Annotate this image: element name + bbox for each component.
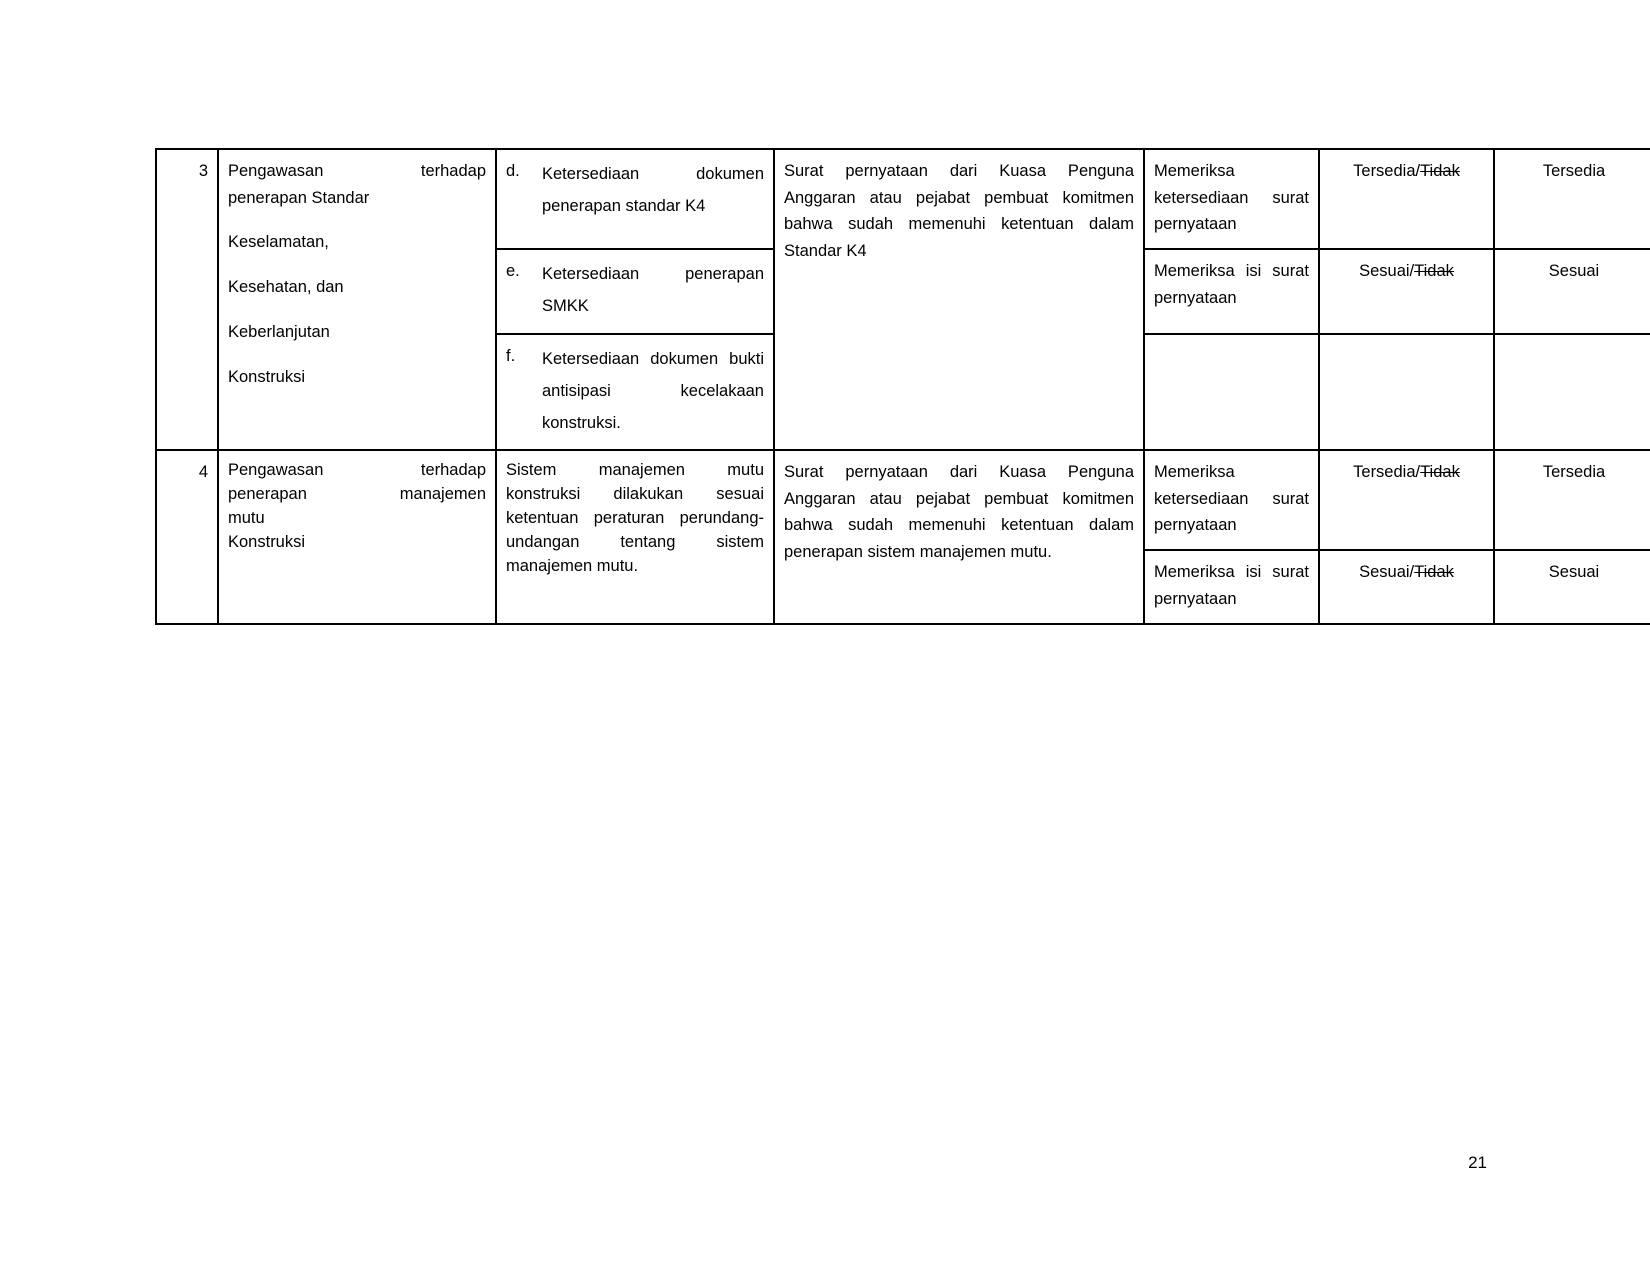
aspek-line-3: mutu [228, 508, 265, 527]
cell-metode [1144, 249, 1319, 333]
hasil-struck: Tidak [1420, 463, 1460, 482]
assessment-table [155, 148, 1650, 625]
aspek-line-1: Pengawasan terhadap [228, 461, 486, 480]
cell-keterangan: Tersedia [1494, 450, 1650, 550]
list-marker: e. [506, 262, 520, 281]
dokumen-text: Surat pernyataan dari Kuasa Penguna Anggaran atau pejabat pembuat komitmen bahwa sudah memenuhi ketentuan dalam Standar K4 [784, 162, 1134, 261]
hasil-struck: Tidak [1414, 262, 1454, 281]
list-text: Ketersediaan dokumen bukti antisipasi kecelakaan konstruksi. [542, 349, 764, 432]
cell-dokumen [774, 149, 1144, 450]
hasil-struck: Tidak [1420, 162, 1460, 180]
aspek-line-5: Keberlanjutan [228, 322, 330, 341]
hasil-struck: Tidak [1414, 563, 1454, 582]
hasil-prefix: Sesuai/ [1359, 563, 1415, 582]
cell-metode [1144, 334, 1319, 451]
cell-row-number: 3 [156, 149, 218, 450]
list-text: Ketersediaan dokumen penerapan standar K4 [542, 165, 764, 216]
kriteria-list-item [506, 258, 764, 322]
metode-text: Memeriksa isi surat pernyataan [1154, 262, 1309, 307]
cell-keterangan: Sesuai [1494, 249, 1650, 333]
metode-text: Memeriksa ketersediaan surat pernyataan [1154, 162, 1309, 234]
page-number: 21 [1468, 1153, 1487, 1172]
list-text: Ketersediaan penerapan SMKK [542, 265, 764, 316]
cell-keterangan: Sesuai [1494, 550, 1650, 623]
cell-hasil [1319, 249, 1494, 333]
aspek-line-4: Kesehatan, dan [228, 278, 344, 297]
list-marker: f. [506, 346, 516, 365]
cell-kriteria [496, 334, 774, 451]
aspek-line-4: Konstruksi [228, 532, 306, 551]
cell-aspek [218, 450, 496, 624]
kriteria-list-item [506, 343, 764, 440]
cell-hasil [1319, 334, 1494, 451]
cell-dokumen [774, 450, 1144, 624]
aspek-line-6: Konstruksi [228, 367, 306, 386]
dokumen-text: Surat pernyataan dari Kuasa Penguna Anggaran atau pejabat pembuat komitmen bahwa sudah memenuhi ketentuan dalam penerapan sistem manajemen mutu. [784, 463, 1134, 562]
cell-keterangan [1494, 334, 1650, 451]
aspek-line-2: penerapan Standar [228, 188, 370, 207]
cell-metode [1144, 149, 1319, 249]
aspek-line-2: penerapan manajemen [228, 484, 486, 503]
metode-text: Memeriksa isi surat pernyataan [1154, 563, 1309, 608]
cell-hasil [1319, 149, 1494, 249]
cell-metode [1144, 550, 1319, 623]
table-row [156, 149, 1650, 249]
hasil-prefix: Tersedia/ [1353, 162, 1421, 180]
aspek-line-3: Keselamatan, [228, 233, 329, 252]
cell-hasil [1319, 550, 1494, 623]
cell-kriteria [496, 249, 774, 333]
cell-keterangan: Tersedia [1494, 149, 1650, 249]
list-marker: d. [506, 162, 520, 180]
hasil-prefix: Tersedia/ [1353, 463, 1421, 482]
cell-hasil [1319, 450, 1494, 550]
cell-kriteria [496, 450, 774, 624]
cell-aspek [218, 149, 496, 450]
cell-kriteria [496, 149, 774, 249]
aspek-line-1: Pengawasan terhadap [228, 162, 486, 180]
kriteria-list-item [506, 158, 764, 222]
table-row [156, 450, 1650, 550]
kriteria-text: Sistem manajemen mutu konstruksi dilakukan sesuai ketentuan peraturan perundang-undangan tentang sistem manajemen mutu. [506, 461, 764, 575]
hasil-prefix: Sesuai/ [1359, 262, 1415, 281]
cell-row-number: 4 [156, 450, 218, 624]
metode-text: Memeriksa ketersediaan surat pernyataan [1154, 463, 1309, 535]
cell-metode [1144, 450, 1319, 550]
